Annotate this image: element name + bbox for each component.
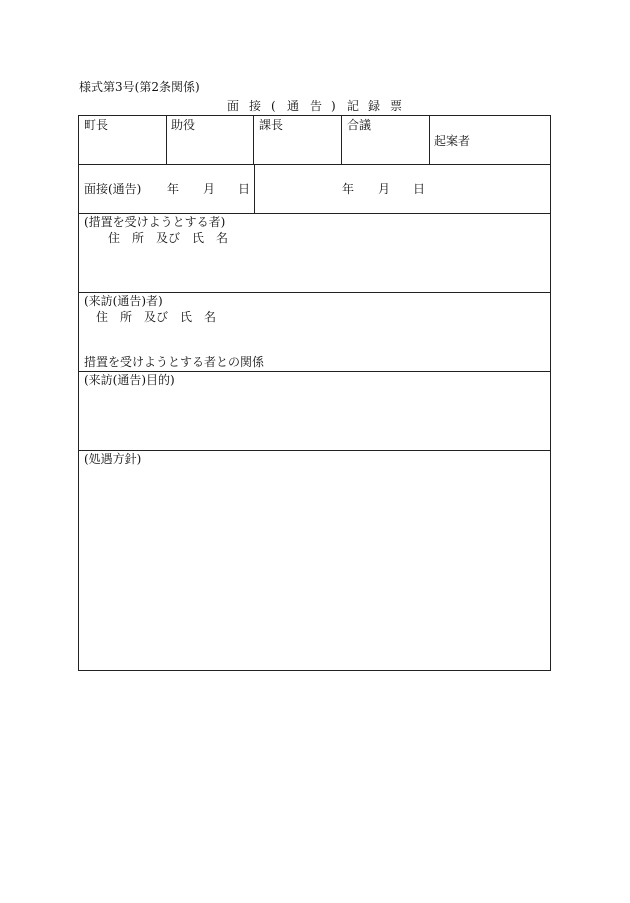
column-divider [254,164,255,213]
date-day-1: 日 [238,182,251,196]
title-char: ) [331,99,336,113]
date-year-2: 年 [342,182,355,196]
date-month-2: 月 [378,182,391,196]
title-char: 票 [390,99,403,113]
subject-heading: (措置を受けようとする者) [84,215,226,229]
visitor-heading: (来訪(通告)者) [84,294,163,308]
form-number: 様式第3号(第2条関係) [79,80,200,94]
date-month-1: 月 [203,182,216,196]
title-char: 通 [287,99,300,113]
subject-address-name: 住 所 及び 氏 名 [108,231,229,245]
approval-section-chief: 課長 [259,118,284,132]
row-divider [79,164,550,165]
date-day-2: 日 [413,182,426,196]
row-divider [79,450,550,451]
purpose-heading: (来訪(通告)目的) [84,373,175,387]
title-char: 告 [310,99,323,113]
relationship-label: 措置を受けようとする者との関係 [84,355,265,369]
column-divider [166,116,167,164]
column-divider [429,116,430,164]
row-divider [79,371,550,372]
interview-label: 面接(通告) [84,182,142,196]
record-form-table [78,115,551,671]
row-divider [79,213,550,214]
approval-deputy-mayor: 助役 [171,118,196,132]
title-char: ( [271,99,276,113]
policy-heading: (処遇方針) [84,452,142,466]
approval-consultation: 合議 [347,118,372,132]
row-divider [79,292,550,293]
date-year-1: 年 [167,182,180,196]
column-divider [253,116,254,164]
approval-town-mayor: 町長 [84,118,109,132]
title-char: 面 [227,99,240,113]
title-char: 接 [249,99,262,113]
column-divider [341,116,342,164]
title-char: 記 [347,99,360,113]
approval-drafter: 起案者 [434,134,471,148]
title-char: 録 [368,99,381,113]
visitor-address-name: 住 所 及び 氏 名 [96,310,217,324]
